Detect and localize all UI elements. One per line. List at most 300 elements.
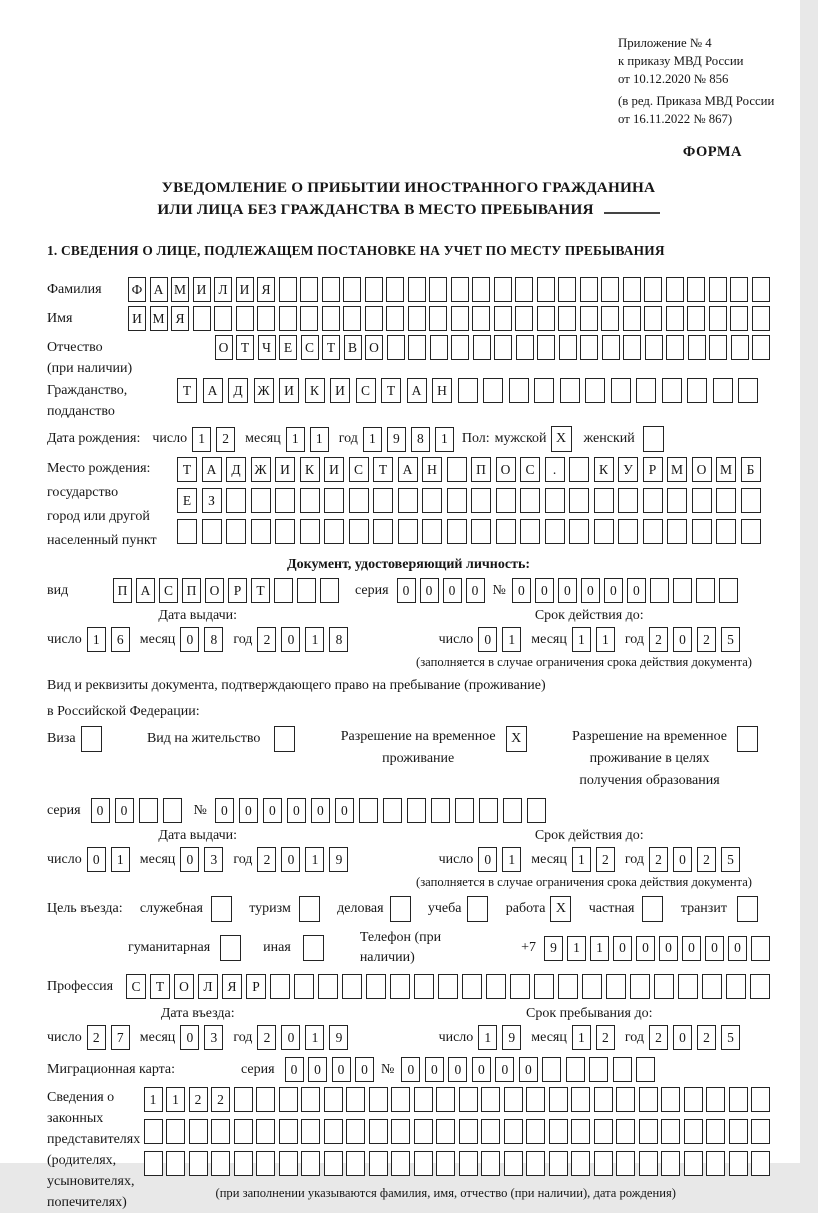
char-cell[interactable] (386, 306, 404, 331)
char-cell[interactable] (431, 798, 450, 823)
char-cell[interactable]: 0 (308, 1057, 327, 1082)
char-cell[interactable]: П (113, 578, 132, 603)
char-cell[interactable] (667, 519, 687, 544)
char-cell[interactable]: О (174, 974, 194, 999)
char-cell[interactable] (257, 306, 275, 331)
char-cell[interactable]: 1 (111, 847, 130, 872)
char-cell[interactable] (752, 277, 770, 302)
char-cell[interactable] (515, 306, 533, 331)
char-cell[interactable]: Я (171, 306, 189, 331)
char-cell[interactable] (343, 306, 361, 331)
char-cell[interactable]: Н (432, 378, 452, 403)
char-cell[interactable] (139, 798, 158, 823)
char-cell[interactable]: С (301, 335, 319, 360)
char-cell[interactable] (365, 306, 383, 331)
char-cell[interactable] (359, 798, 378, 823)
char-cell[interactable]: 0 (397, 578, 416, 603)
char-cell[interactable] (639, 1151, 658, 1176)
char-cell[interactable] (616, 1119, 635, 1144)
char-cell[interactable] (408, 335, 426, 360)
char-cell[interactable]: И (324, 457, 344, 482)
char-cell[interactable] (639, 1087, 658, 1112)
char-cell[interactable] (510, 974, 530, 999)
char-cell[interactable]: 1 (502, 847, 521, 872)
char-cell[interactable]: 0 (673, 847, 692, 872)
birth-year-input[interactable] (363, 427, 454, 452)
purpose-humanitarian-checkbox[interactable] (220, 935, 241, 961)
char-cell[interactable] (301, 1087, 320, 1112)
char-cell[interactable] (594, 1119, 613, 1144)
char-cell[interactable]: 9 (329, 1025, 348, 1050)
char-cell[interactable]: А (398, 457, 418, 482)
char-cell[interactable] (414, 1151, 433, 1176)
char-cell[interactable] (594, 1151, 613, 1176)
char-cell[interactable] (386, 277, 404, 302)
char-cell[interactable] (494, 306, 512, 331)
char-cell[interactable] (275, 488, 295, 513)
char-cell[interactable]: 2 (211, 1087, 230, 1112)
char-cell[interactable]: 2 (649, 627, 668, 652)
char-cell[interactable]: 0 (180, 627, 199, 652)
char-cell[interactable]: 1 (305, 1025, 324, 1050)
char-cell[interactable] (569, 457, 589, 482)
char-cell[interactable] (611, 378, 631, 403)
entry-year-input[interactable] (257, 1025, 348, 1050)
char-cell[interactable] (537, 277, 555, 302)
char-cell[interactable] (520, 488, 540, 513)
char-cell[interactable]: М (171, 277, 189, 302)
char-cell[interactable] (451, 335, 469, 360)
char-cell[interactable]: А (150, 277, 168, 302)
char-cell[interactable] (251, 519, 271, 544)
char-cell[interactable]: А (136, 578, 155, 603)
identity-number-input[interactable] (512, 578, 738, 603)
char-cell[interactable] (516, 335, 534, 360)
char-cell[interactable] (558, 974, 578, 999)
char-cell[interactable] (594, 488, 614, 513)
char-cell[interactable]: А (203, 378, 223, 403)
char-cell[interactable]: 0 (705, 936, 724, 961)
char-cell[interactable]: 1 (166, 1087, 185, 1112)
char-cell[interactable]: . (545, 457, 565, 482)
residence-issue-day-input[interactable] (87, 847, 130, 872)
char-cell[interactable]: 0 (659, 936, 678, 961)
char-cell[interactable] (300, 519, 320, 544)
identity-expiry-day-input[interactable] (478, 627, 521, 652)
char-cell[interactable]: 0 (332, 1057, 351, 1082)
char-cell[interactable]: 2 (649, 1025, 668, 1050)
char-cell[interactable] (558, 277, 576, 302)
char-cell[interactable]: Т (177, 378, 197, 403)
char-cell[interactable] (300, 306, 318, 331)
char-cell[interactable]: 6 (111, 627, 130, 652)
char-cell[interactable]: О (215, 335, 233, 360)
char-cell[interactable]: Р (246, 974, 266, 999)
char-cell[interactable] (666, 335, 684, 360)
char-cell[interactable] (373, 488, 393, 513)
char-cell[interactable] (738, 378, 758, 403)
char-cell[interactable] (177, 519, 197, 544)
char-cell[interactable] (458, 378, 478, 403)
char-cell[interactable] (643, 488, 663, 513)
char-cell[interactable]: 5 (721, 627, 740, 652)
char-cell[interactable] (751, 1087, 770, 1112)
char-cell[interactable] (342, 974, 362, 999)
char-cell[interactable] (549, 1087, 568, 1112)
char-cell[interactable]: 0 (180, 847, 199, 872)
char-cell[interactable] (494, 277, 512, 302)
char-cell[interactable] (692, 488, 712, 513)
char-cell[interactable] (270, 974, 290, 999)
purpose-private-checkbox[interactable] (642, 896, 663, 922)
residence-expiry-month-input[interactable] (572, 847, 615, 872)
char-cell[interactable] (462, 974, 482, 999)
sex-female-checkbox[interactable] (643, 426, 664, 452)
char-cell[interactable] (279, 1087, 298, 1112)
char-cell[interactable] (752, 306, 770, 331)
char-cell[interactable]: К (300, 457, 320, 482)
char-cell[interactable] (369, 1119, 388, 1144)
char-cell[interactable]: 3 (204, 1025, 223, 1050)
char-cell[interactable] (438, 974, 458, 999)
char-cell[interactable] (560, 378, 580, 403)
residence-expiry-year-input[interactable] (649, 847, 740, 872)
birth-place-row3-input[interactable] (177, 519, 761, 544)
char-cell[interactable] (144, 1119, 163, 1144)
char-cell[interactable] (202, 519, 222, 544)
char-cell[interactable] (526, 1151, 545, 1176)
char-cell[interactable]: 2 (87, 1025, 106, 1050)
char-cell[interactable]: 2 (697, 1025, 716, 1050)
char-cell[interactable] (279, 1119, 298, 1144)
char-cell[interactable]: 0 (682, 936, 701, 961)
char-cell[interactable] (279, 1151, 298, 1176)
char-cell[interactable]: 0 (673, 1025, 692, 1050)
char-cell[interactable] (473, 335, 491, 360)
char-cell[interactable] (324, 519, 344, 544)
char-cell[interactable]: О (205, 578, 224, 603)
char-cell[interactable] (537, 335, 555, 360)
char-cell[interactable]: 0 (355, 1057, 374, 1082)
purpose-work-checkbox[interactable]: X (550, 896, 571, 922)
char-cell[interactable]: 0 (91, 798, 110, 823)
char-cell[interactable] (706, 1151, 725, 1176)
char-cell[interactable] (320, 578, 339, 603)
char-cell[interactable] (318, 974, 338, 999)
identity-expiry-month-input[interactable] (572, 627, 615, 652)
char-cell[interactable] (684, 1087, 703, 1112)
char-cell[interactable] (504, 1119, 523, 1144)
char-cell[interactable]: 0 (335, 798, 354, 823)
char-cell[interactable] (594, 519, 614, 544)
char-cell[interactable] (520, 519, 540, 544)
char-cell[interactable] (719, 578, 738, 603)
char-cell[interactable]: 1 (144, 1087, 163, 1112)
char-cell[interactable] (616, 1151, 635, 1176)
char-cell[interactable] (594, 1087, 613, 1112)
char-cell[interactable] (301, 1119, 320, 1144)
char-cell[interactable] (661, 1087, 680, 1112)
char-cell[interactable] (189, 1151, 208, 1176)
char-cell[interactable]: 0 (581, 578, 600, 603)
char-cell[interactable] (688, 335, 706, 360)
char-cell[interactable]: Т (251, 578, 270, 603)
char-cell[interactable]: 2 (257, 627, 276, 652)
char-cell[interactable]: Н (422, 457, 442, 482)
char-cell[interactable] (496, 519, 516, 544)
char-cell[interactable]: С (520, 457, 540, 482)
char-cell[interactable]: 0 (495, 1057, 514, 1082)
char-cell[interactable]: 1 (192, 427, 211, 452)
char-cell[interactable] (650, 578, 669, 603)
char-cell[interactable] (407, 798, 426, 823)
identity-issue-day-input[interactable] (87, 627, 130, 652)
char-cell[interactable] (709, 277, 727, 302)
char-cell[interactable]: 1 (502, 627, 521, 652)
char-cell[interactable]: К (305, 378, 325, 403)
char-cell[interactable]: И (279, 378, 299, 403)
purpose-business-checkbox[interactable] (390, 896, 411, 922)
char-cell[interactable] (451, 306, 469, 331)
char-cell[interactable] (613, 1057, 632, 1082)
char-cell[interactable] (211, 1151, 230, 1176)
char-cell[interactable]: 0 (425, 1057, 444, 1082)
char-cell[interactable] (256, 1119, 275, 1144)
char-cell[interactable] (751, 1119, 770, 1144)
char-cell[interactable] (390, 974, 410, 999)
char-cell[interactable] (455, 798, 474, 823)
char-cell[interactable]: 1 (596, 627, 615, 652)
char-cell[interactable]: 0 (519, 1057, 538, 1082)
birth-month-input[interactable] (286, 427, 329, 452)
char-cell[interactable]: 1 (435, 427, 454, 452)
migration-series-input[interactable] (285, 1057, 375, 1082)
char-cell[interactable] (166, 1119, 185, 1144)
char-cell[interactable] (324, 488, 344, 513)
char-cell[interactable] (542, 1057, 561, 1082)
char-cell[interactable] (324, 1151, 343, 1176)
char-cell[interactable] (741, 519, 761, 544)
char-cell[interactable]: 0 (558, 578, 577, 603)
char-cell[interactable]: 0 (443, 578, 462, 603)
char-cell[interactable] (630, 974, 650, 999)
char-cell[interactable]: З (202, 488, 222, 513)
char-cell[interactable] (369, 1087, 388, 1112)
char-cell[interactable]: 2 (257, 1025, 276, 1050)
char-cell[interactable] (751, 936, 770, 961)
char-cell[interactable] (692, 519, 712, 544)
char-cell[interactable] (479, 798, 498, 823)
char-cell[interactable]: М (150, 306, 168, 331)
char-cell[interactable]: 2 (216, 427, 235, 452)
char-cell[interactable] (408, 306, 426, 331)
char-cell[interactable]: Р (228, 578, 247, 603)
char-cell[interactable]: О (692, 457, 712, 482)
migration-number-input[interactable] (401, 1057, 655, 1082)
char-cell[interactable]: Т (150, 974, 170, 999)
char-cell[interactable] (414, 1119, 433, 1144)
char-cell[interactable] (163, 798, 182, 823)
residence-permit-checkbox[interactable] (274, 726, 295, 752)
identity-kind-input[interactable] (113, 578, 339, 603)
char-cell[interactable]: 1 (305, 627, 324, 652)
char-cell[interactable]: 0 (604, 578, 623, 603)
char-cell[interactable] (643, 519, 663, 544)
char-cell[interactable] (236, 306, 254, 331)
char-cell[interactable] (729, 1119, 748, 1144)
char-cell[interactable]: Т (373, 457, 393, 482)
char-cell[interactable]: 0 (512, 578, 531, 603)
char-cell[interactable] (716, 488, 736, 513)
char-cell[interactable] (616, 1087, 635, 1112)
char-cell[interactable]: 0 (472, 1057, 491, 1082)
char-cell[interactable] (636, 378, 656, 403)
char-cell[interactable] (687, 306, 705, 331)
char-cell[interactable]: 9 (502, 1025, 521, 1050)
temporary-permit-checkbox[interactable]: X (506, 726, 527, 752)
char-cell[interactable] (687, 378, 707, 403)
char-cell[interactable]: 0 (728, 936, 747, 961)
char-cell[interactable] (713, 378, 733, 403)
entry-day-input[interactable] (87, 1025, 130, 1050)
char-cell[interactable]: С (356, 378, 376, 403)
char-cell[interactable] (414, 974, 434, 999)
char-cell[interactable]: К (594, 457, 614, 482)
education-permit-checkbox[interactable] (737, 726, 758, 752)
purpose-official-checkbox[interactable] (211, 896, 232, 922)
char-cell[interactable]: 8 (411, 427, 430, 452)
char-cell[interactable] (322, 306, 340, 331)
char-cell[interactable] (496, 488, 516, 513)
char-cell[interactable]: 1 (590, 936, 609, 961)
char-cell[interactable]: П (471, 457, 491, 482)
char-cell[interactable] (696, 578, 715, 603)
char-cell[interactable] (366, 974, 386, 999)
char-cell[interactable] (279, 277, 297, 302)
char-cell[interactable]: 0 (673, 627, 692, 652)
char-cell[interactable] (391, 1087, 410, 1112)
char-cell[interactable] (346, 1151, 365, 1176)
char-cell[interactable] (526, 1119, 545, 1144)
char-cell[interactable]: Р (643, 457, 663, 482)
char-cell[interactable]: Я (222, 974, 242, 999)
char-cell[interactable] (571, 1119, 590, 1144)
char-cell[interactable] (730, 306, 748, 331)
char-cell[interactable] (602, 335, 620, 360)
char-cell[interactable]: 5 (721, 1025, 740, 1050)
char-cell[interactable] (226, 488, 246, 513)
char-cell[interactable]: 0 (420, 578, 439, 603)
identity-issue-month-input[interactable] (180, 627, 223, 652)
char-cell[interactable]: Б (741, 457, 761, 482)
char-cell[interactable] (301, 1151, 320, 1176)
char-cell[interactable] (373, 519, 393, 544)
char-cell[interactable] (639, 1119, 658, 1144)
char-cell[interactable] (346, 1087, 365, 1112)
char-cell[interactable]: М (667, 457, 687, 482)
char-cell[interactable] (673, 578, 692, 603)
char-cell[interactable]: 1 (310, 427, 329, 452)
char-cell[interactable]: Ф (128, 277, 146, 302)
char-cell[interactable] (549, 1151, 568, 1176)
char-cell[interactable]: 0 (613, 936, 632, 961)
char-cell[interactable] (558, 306, 576, 331)
char-cell[interactable] (436, 1151, 455, 1176)
identity-series-input[interactable] (397, 578, 485, 603)
residence-issue-year-input[interactable] (257, 847, 348, 872)
char-cell[interactable] (534, 378, 554, 403)
char-cell[interactable]: 9 (387, 427, 406, 452)
char-cell[interactable] (545, 488, 565, 513)
char-cell[interactable] (429, 306, 447, 331)
char-cell[interactable]: У (618, 457, 638, 482)
char-cell[interactable]: 2 (596, 847, 615, 872)
char-cell[interactable]: Ж (254, 378, 274, 403)
char-cell[interactable] (569, 519, 589, 544)
char-cell[interactable] (549, 1119, 568, 1144)
char-cell[interactable] (471, 519, 491, 544)
surname-input[interactable] (128, 277, 770, 302)
char-cell[interactable]: 0 (87, 847, 106, 872)
char-cell[interactable]: 1 (363, 427, 382, 452)
char-cell[interactable]: 1 (478, 1025, 497, 1050)
char-cell[interactable]: 2 (697, 847, 716, 872)
char-cell[interactable]: Д (226, 457, 246, 482)
char-cell[interactable]: 0 (215, 798, 234, 823)
char-cell[interactable] (527, 798, 546, 823)
char-cell[interactable] (369, 1151, 388, 1176)
char-cell[interactable] (526, 1087, 545, 1112)
purpose-other-checkbox[interactable] (303, 935, 324, 961)
char-cell[interactable]: 9 (329, 847, 348, 872)
char-cell[interactable] (644, 306, 662, 331)
char-cell[interactable] (582, 974, 602, 999)
char-cell[interactable]: П (182, 578, 201, 603)
purpose-transit-checkbox[interactable] (737, 896, 758, 922)
char-cell[interactable] (234, 1151, 253, 1176)
char-cell[interactable] (387, 335, 405, 360)
char-cell[interactable] (559, 335, 577, 360)
char-cell[interactable]: 0 (281, 847, 300, 872)
char-cell[interactable]: 0 (263, 798, 282, 823)
char-cell[interactable] (481, 1087, 500, 1112)
char-cell[interactable] (234, 1119, 253, 1144)
char-cell[interactable] (667, 488, 687, 513)
char-cell[interactable] (414, 1087, 433, 1112)
char-cell[interactable] (509, 378, 529, 403)
char-cell[interactable] (545, 519, 565, 544)
char-cell[interactable] (702, 974, 722, 999)
char-cell[interactable]: Т (236, 335, 254, 360)
sex-male-checkbox[interactable]: X (551, 426, 572, 452)
char-cell[interactable] (234, 1087, 253, 1112)
char-cell[interactable] (226, 519, 246, 544)
char-cell[interactable] (504, 1087, 523, 1112)
char-cell[interactable]: 2 (189, 1087, 208, 1112)
char-cell[interactable] (349, 519, 369, 544)
char-cell[interactable]: Ч (258, 335, 276, 360)
char-cell[interactable] (472, 306, 490, 331)
residence-series-input[interactable] (91, 798, 182, 823)
char-cell[interactable]: И (128, 306, 146, 331)
char-cell[interactable] (391, 1151, 410, 1176)
patronymic-input[interactable] (215, 335, 771, 360)
char-cell[interactable]: 2 (257, 847, 276, 872)
char-cell[interactable]: 2 (596, 1025, 615, 1050)
residence-issue-month-input[interactable] (180, 847, 223, 872)
char-cell[interactable] (580, 306, 598, 331)
char-cell[interactable] (447, 519, 467, 544)
